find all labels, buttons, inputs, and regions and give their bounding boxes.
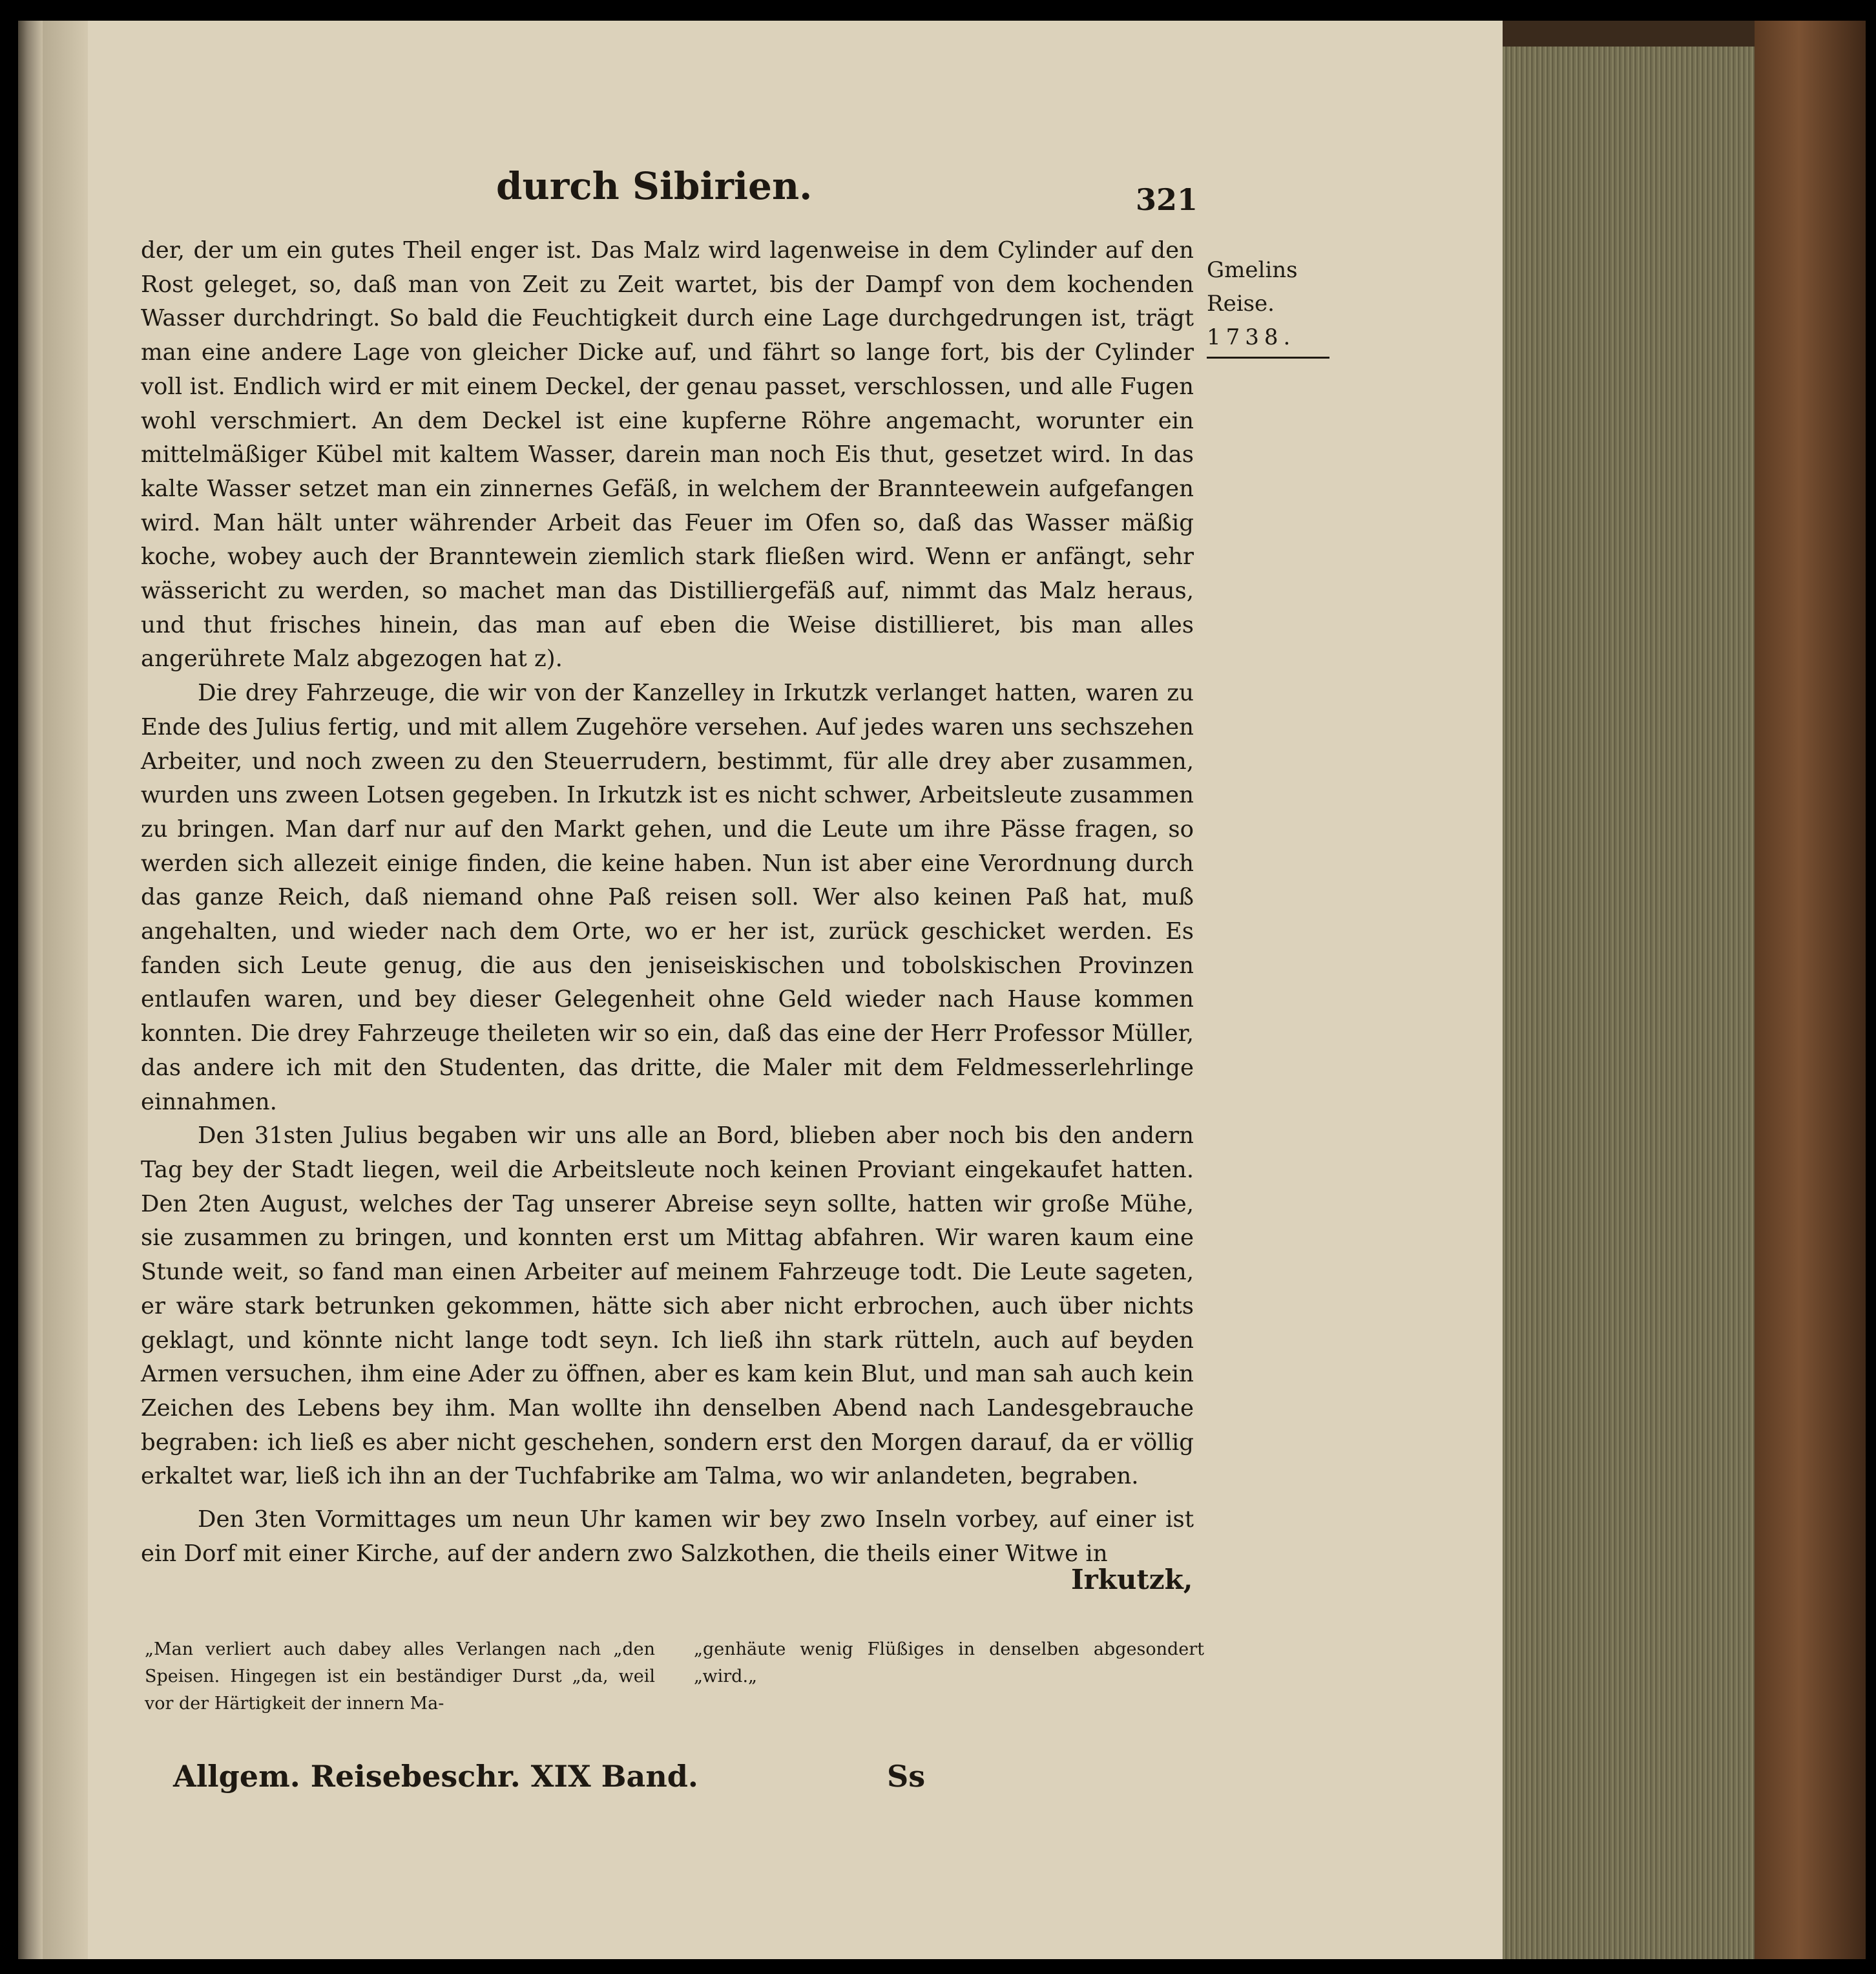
signature-line <box>173 1759 1181 1794</box>
paragraph: Die drey Fahrzeuge, die wir von der Kanzelley in Irkutzk verlanget hatten, waren zu Ende des Julius fertig, und mit allem Zugehöre versehen. Auf jedes waren uns sechszehen Arbeiter, und noch zween zu den Steuerrudern, bestimmt, für alle drey aber zusammen, wurden uns zween Lotsen gegeben. In Irkutzk ist es nicht schwer, Arbeitsleute zusammen zu bringen. Man darf nur auf den Markt gehen, und die Leute um ihre Pässe fragen, so werden sich allezeit einige finden, die keine haben. Nun ist aber eine Verordnung durch das ganze Reich, daß niemand ohne Paß reisen soll. Wer also keinen Paß hat, muß angehalten, und wieder nach dem Orte, wo er her ist, zurück geschicket werden. Es fanden sich Leute genug, die aus den jeniseiskischen und tobolskischen Provinzen entlaufen waren, und bey dieser Gelegenheit ohne Geld wieder nach Hause kommen konnten. Die drey Fahrzeuge theileten wir so ein, daß das eine der Herr Professor Müller, das andere ich mit den Studenten, das dritte, die Maler mit dem Feldmesserlehrlinge einnahmen. <box>141 680 1194 1115</box>
margin-note <box>1207 253 1336 354</box>
book-scan <box>18 21 1866 1959</box>
catchword: Irkutzk, <box>1071 1564 1193 1595</box>
paragraph: Den 31sten Julius begaben wir uns alle an Bord, blieben aber noch bis den andern Tag bey der Stadt liegen, weil die Arbeitsleute noch keinen Proviant eingekaufet hatten. Den 2ten August, welches der Tag unserer Abreise seyn sollte, hatten wir große Mühe, sie zusammen zu bringen, und konnten erst um Mittag abfahren. Wir waren kaum eine Stunde weit, so fand man einen Arbeiter auf meinem Fahrzeuge todt. Die Leute sageten, er wäre stark betrunken gekommen, hätte sich aber nicht erbrochen, auch über nichts geklagt, und könnte nicht lange todt seyn. Ich ließ ihn stark rütteln, auch auf beyden Armen versuchen, ihm eine Ader zu öffnen, aber es kam kein Blut, und man sah auch kein Zeichen des Lebens bey ihm. Man wollte ihn denselben Abend nach Landesgebrauche begraben: ich ließ es aber nicht geschehen, sondern erst den Morgen darauf, da er völlig erkaltet war, ließ ich ihn an der Tuchfabrike am Talma, wo wir anlandeten, begraben. <box>141 1122 1194 1490</box>
body-text <box>141 234 1194 1571</box>
margin-note-author: Gmelins <box>1207 257 1298 283</box>
page-fore-edge <box>1503 47 1755 1959</box>
book-gutter <box>43 21 88 1959</box>
margin-rule <box>1207 357 1329 359</box>
page-number: 321 <box>1136 182 1198 217</box>
paragraph: der, der um ein gutes Theil enger ist. Das Malz wird lagenweise in dem Cylinder auf den Rost geleget, so, daß man von Zeit zu Zeit wartet, bis der Dampf von dem kochenden Wasser durchdringt. So bald die Feuchtigkeit durch eine Lage durchgedrungen ist, trägt man eine andere Lage von gleicher Dicke auf, und fährt so lange fort, bis der Cylinder voll ist. Endlich wird er mit einem Deckel, der genau passet, verschlossen, und alle Fugen wohl verschmiert. An dem Deckel ist eine kupferne Röhre angemacht, worunter ein mittelmäßiger Kübel mit kaltem Wasser, darein man noch Eis thut, gesetzet wird. In das kalte Wasser setzet man ein zinnernes Gefäß, in welchem der Brannteewein aufgefangen wird. Man hält unter währender Arbeit das Feuer im Ofen so, daß das Wasser mäßig koche, wobey auch der Branntewein ziemlich stark fließen wird. Wenn er anfängt, sehr wässericht zu werden, so machet man das Distilliergefäß auf, nimmt das Malz heraus, und thut frisches hinein, das man auf eben die Weise distillieret, bis man alles angerührete Malz abgezogen hat z). <box>141 237 1194 673</box>
book-cover-spine <box>1755 21 1866 1959</box>
previous-page-edge <box>18 21 43 1959</box>
footnote-right: „genhäute wenig Flüßiges in denselben abgesondert „wird.„ <box>694 1639 1204 1686</box>
paragraph: Den 3ten Vormittages um neun Uhr kamen wir bey zwo Inseln vorbey, auf einer ist ein Dorf mit einer Kirche, auf der andern zwo Salzkothen, die theils einer Witwe in <box>141 1506 1194 1567</box>
margin-note-year: 1738. <box>1207 324 1296 350</box>
footnotes <box>145 1636 1204 1717</box>
signature-mark: Ss <box>887 1759 926 1794</box>
footnote-left: „Man verliert auch dabey alles Verlangen nach „den Speisen. Hingegen ist ein beständiger Durst „da, weil vor der Härtigkeit der innern Ma- <box>145 1639 655 1714</box>
running-head: durch Sibirien. <box>496 164 813 208</box>
margin-note-title: Reise. <box>1207 291 1275 317</box>
signature-title: Allgem. Reisebeschr. XIX Band. <box>173 1759 698 1794</box>
